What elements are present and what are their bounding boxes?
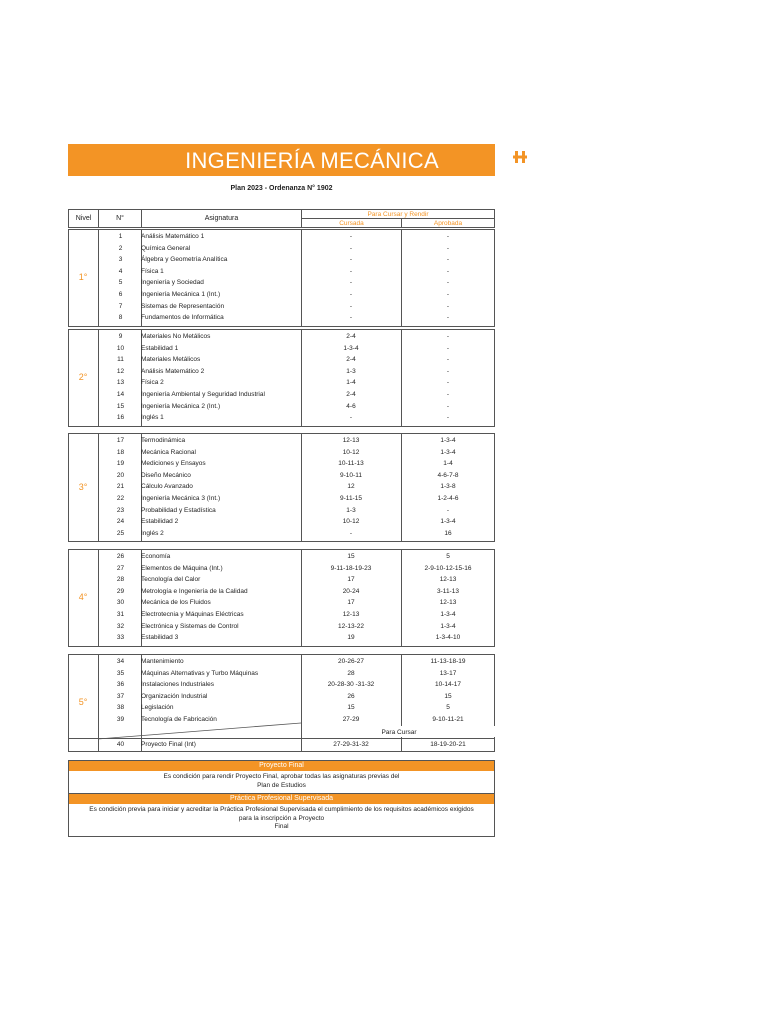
level-block	[68, 549, 495, 647]
aprobada-value: 1-3-4	[440, 518, 456, 526]
row-number: 8	[118, 314, 123, 322]
table-row	[98, 505, 495, 517]
col-aprobada: Aprobada	[401, 218, 495, 228]
cursada-value: -	[349, 267, 353, 275]
col-group: Para Cursar y Rendir	[367, 211, 429, 218]
table-row	[98, 702, 495, 714]
aprobada-value: -	[446, 314, 450, 322]
subject-name: Materiales Metálicos	[141, 356, 201, 364]
subject-name: Ingeniería Mecánica 1 (Int.)	[141, 291, 221, 298]
row-number: 34	[116, 658, 125, 665]
aprobada-value: 1-3-8	[440, 483, 456, 491]
aprobada-value: -	[446, 391, 450, 398]
subject-name: Mecánica de los Fluidos	[141, 599, 211, 607]
aprobada-value: 15	[444, 692, 452, 700]
cursada-value: 9-11-18-19-23	[330, 564, 372, 572]
subject-name: Ingeniería Mecánica 3 (Int.)	[141, 495, 221, 502]
aprobada-value: 5	[446, 553, 450, 560]
subject-name: Máquinas Alternativas y Turbo Máquinas	[141, 669, 259, 677]
aprobada-value: 9-10-11-21	[432, 716, 464, 723]
row-number: 18	[116, 448, 125, 456]
aprobada-value: 1-3-4	[440, 622, 456, 630]
table-row	[98, 343, 495, 355]
subject-name: Ingeniería y Sociedad	[141, 279, 204, 287]
aprobada-value: -	[446, 302, 450, 310]
cursada-value: 12-13	[342, 437, 360, 444]
cursada-value: -	[349, 244, 353, 252]
aprobada-value: 13-17	[439, 669, 457, 677]
table-row	[98, 632, 495, 644]
row-number: 17	[116, 437, 125, 444]
subject-name: Sistemas de Representación	[141, 302, 225, 310]
diagonal-line	[98, 722, 302, 740]
cursada-value: 9-10-11	[340, 471, 362, 479]
aprobada-value: -	[446, 256, 450, 264]
cursada-value: 2-4	[346, 391, 356, 398]
subject-name: Química General	[141, 244, 191, 252]
level-block	[68, 329, 495, 427]
aprobada-value: 5	[446, 704, 450, 712]
note-line: Es condición para rendir Proyecto Final, aprobar todas las asignaturas previas del	[163, 773, 400, 780]
cursada-value: 26	[347, 692, 355, 700]
subject-name: Ingeniería Ambiental y Seguridad Industrial	[141, 391, 265, 398]
cursada-value: -	[349, 291, 353, 298]
table-row	[98, 266, 495, 278]
row-number: 13	[116, 379, 125, 387]
row-number: 20	[116, 471, 125, 479]
row-number: 31	[116, 611, 125, 618]
aprobada-value: 1-3-4	[440, 448, 456, 456]
aprobada-value: -	[446, 233, 450, 240]
aprobada-value: 1-4	[443, 460, 453, 468]
row-number: 3	[118, 256, 123, 264]
cursada-value: 10-12	[342, 448, 360, 456]
cursada-value: 15	[347, 704, 355, 712]
subject-name: Cálculo Avanzado	[141, 483, 193, 491]
level-label: 5°	[78, 697, 88, 707]
row-number: 32	[116, 622, 125, 630]
level-label: 4°	[78, 592, 88, 602]
table-row	[98, 563, 495, 575]
subject-name: Estabilidad 1	[141, 344, 179, 352]
col-cursada: Cursada	[301, 218, 402, 228]
subject-name: Fundamentos de Informática	[141, 314, 224, 322]
subject-name: Diseño Mecánico	[141, 471, 191, 479]
cursada-value: 20-24	[342, 587, 360, 595]
table-row	[98, 354, 495, 366]
col-asignatura: Asignatura	[141, 209, 302, 228]
aprobada-value: -	[446, 402, 450, 410]
row-number: 23	[116, 506, 125, 514]
subject-name: Electrónica y Sistemas de Control	[141, 622, 239, 630]
table-row	[98, 231, 495, 243]
utn-logo-icon	[511, 148, 529, 172]
table-row	[98, 301, 495, 313]
cursada-value: 20-28-30 -31-32	[327, 681, 375, 689]
aprobada-value: 12-13	[439, 576, 457, 584]
aprobada-value: -	[446, 291, 450, 298]
row-number: 39	[116, 716, 125, 723]
table-row	[98, 574, 495, 586]
aprobada-value: -	[446, 367, 450, 375]
aprobada-value: -	[446, 267, 450, 275]
row-number: 29	[116, 587, 125, 595]
subject-name: Inglés 1	[141, 414, 164, 422]
subject-name: Física 1	[141, 267, 164, 275]
title-banner	[68, 144, 525, 176]
subject-name: Metrología e Ingeniería de la Calidad	[141, 587, 248, 595]
plan-subtitle: Plan 2023 - Ordenanza N° 1902	[230, 185, 333, 192]
subject-name: Física 2	[141, 379, 164, 387]
cursada-value: 27-29-31-32	[333, 741, 369, 749]
table-row	[98, 597, 495, 609]
table-row	[98, 621, 495, 633]
subject-name: Tecnología de Fabricación	[141, 716, 217, 723]
row-number: 4	[118, 267, 123, 275]
logo-text: UTN	[515, 167, 525, 172]
note-line: para la inscripción a Proyecto	[238, 814, 325, 822]
table-row	[98, 289, 495, 301]
cursada-value: -	[349, 414, 353, 422]
row-number: 16	[116, 414, 125, 422]
cursada-value: 12-13-22	[337, 622, 365, 630]
level-block	[68, 654, 495, 752]
subject-name: Economía	[141, 553, 171, 560]
row-number: 40	[116, 741, 125, 749]
aprobada-value: 1-3-4	[440, 437, 456, 444]
level-label: 1°	[78, 272, 88, 282]
cursada-value: 1-4	[346, 379, 356, 387]
table-row	[98, 447, 495, 459]
subject-name: Estabilidad 3	[141, 634, 179, 642]
row-number: 27	[116, 564, 125, 572]
cursada-value: 1-3-4	[343, 344, 359, 352]
col-nivel: Nivel	[68, 209, 99, 228]
row-number: 9	[118, 333, 123, 340]
row-number: 5	[118, 279, 123, 287]
cursada-value: -	[349, 314, 353, 322]
level-block	[68, 229, 495, 327]
aprobada-value: 16	[444, 529, 452, 537]
row-number: 15	[116, 402, 125, 410]
aprobada-value: 1-3-4	[440, 611, 456, 618]
aprobada-value: -	[446, 414, 450, 422]
table-row	[98, 493, 495, 505]
table-row	[98, 679, 495, 691]
cursada-value: -	[349, 256, 353, 264]
table-row	[98, 254, 495, 266]
aprobada-value: -	[446, 506, 450, 514]
table-row	[98, 277, 495, 289]
table-row	[98, 470, 495, 482]
row-number: 10	[116, 344, 125, 352]
row-number: 30	[116, 599, 125, 607]
aprobada-value: 10-14-17	[434, 681, 462, 689]
aprobada-value: -	[446, 379, 450, 387]
table-row	[98, 458, 495, 470]
cursada-value: 1-3	[346, 367, 356, 375]
table-row	[98, 377, 495, 389]
row-number: 26	[116, 553, 125, 560]
cursada-value: -	[349, 279, 353, 287]
col-num: N°	[98, 209, 142, 228]
subject-name: Materiales No Metálicos	[141, 333, 211, 340]
row-number: 36	[116, 681, 125, 689]
table-row	[98, 412, 495, 424]
table-row	[98, 586, 495, 598]
row-number: 14	[116, 391, 125, 398]
cursada-value: 2-4	[346, 356, 356, 364]
row-number: 24	[116, 518, 125, 526]
table-row	[98, 516, 495, 528]
note-line: Es condición previa para iniciar y acreditar la Práctica Profesional Supervisada el cumplimiento de los requisitos académicos exigidos	[89, 806, 474, 813]
level-label: 3°	[78, 481, 88, 492]
cursada-value: 4-6	[346, 402, 356, 410]
table-row	[98, 331, 495, 343]
cursada-value: 10-12	[342, 518, 360, 526]
subject-name: Probabilidad y Estadística	[141, 506, 216, 514]
row-number: 35	[116, 669, 125, 677]
row-number: 1	[118, 233, 123, 240]
table-row	[98, 609, 495, 621]
row-number: 22	[116, 495, 125, 502]
aprobada-value: 2-9-10-12-15-16	[424, 564, 472, 572]
aprobada-value: -	[446, 344, 450, 352]
subject-name: Electrotecnia y Máquinas Eléctricas	[141, 611, 244, 618]
cursada-value: -	[349, 233, 353, 240]
level-block	[68, 433, 495, 542]
row-number: 38	[116, 704, 125, 712]
subject-name: Legislación	[141, 704, 174, 712]
subject-name: Análisis Matemático 2	[141, 367, 205, 375]
cursada-value: 17	[347, 599, 355, 607]
table-row	[98, 401, 495, 413]
subject-name: Álgebra y Geometría Analítica	[141, 256, 228, 264]
note-line: Plan de Estudios	[257, 781, 306, 789]
cursada-value: 1-3	[346, 506, 356, 514]
subject-name: Mantenimiento	[141, 658, 184, 665]
table-row	[98, 389, 495, 401]
subject-name: Proyecto Final (Int)	[141, 741, 196, 749]
cursada-value: 28	[347, 669, 355, 677]
cursada-value: -	[349, 529, 353, 537]
pps-note	[68, 793, 495, 837]
aprobada-value: 18-19-20-21	[430, 741, 466, 749]
row-number: 6	[118, 291, 123, 298]
subject-name: Inglés 2	[141, 529, 164, 537]
table-row	[98, 435, 495, 447]
table-row	[98, 739, 495, 751]
subject-name: Elementos de Máquina (Int.)	[141, 564, 223, 572]
aprobada-value: -	[446, 356, 450, 364]
row-number: 28	[116, 576, 125, 584]
row-number: 7	[118, 302, 123, 310]
subject-name: Mecánica Racional	[141, 448, 196, 456]
table-row	[98, 551, 495, 563]
table-row	[98, 656, 495, 668]
aprobada-value: -	[446, 244, 450, 252]
subject-name: Tecnología del Calor	[141, 576, 201, 584]
subject-name: Organización Industrial	[141, 692, 208, 700]
cursada-value: 10-11-13	[338, 460, 364, 468]
subject-name: Termodinámica	[141, 437, 186, 444]
table-row	[98, 481, 495, 493]
table-row	[98, 243, 495, 255]
page-title: INGENIERÍA MECÁNICA	[185, 148, 439, 173]
row-number: 11	[117, 356, 124, 364]
row-number: 21	[116, 483, 125, 491]
level-label: 2°	[78, 372, 88, 382]
subject-name: Análisis Matemático 1	[141, 233, 205, 240]
note-title: Proyecto Final	[69, 761, 494, 771]
table-row	[98, 528, 495, 540]
row-number: 12	[116, 367, 125, 375]
aprobada-value: 1-3-4-10	[435, 634, 461, 642]
row-number: 2	[118, 244, 123, 252]
aprobada-value: 3-11-13	[437, 587, 459, 595]
table-row	[98, 366, 495, 378]
aprobada-value: 4-6-7-8	[437, 471, 459, 479]
cursada-value: 17	[347, 576, 355, 584]
note-line: Final	[274, 823, 289, 830]
para-cursar-label: Para Cursar	[301, 726, 496, 738]
cursada-value: 15	[347, 553, 355, 560]
note-title: Práctica Profesional Supervisada	[69, 794, 494, 804]
aprobada-value: -	[446, 279, 450, 287]
subject-name: Ingeniería Mecánica 2 (Int.)	[141, 402, 221, 410]
subject-name: Mediciones y Ensayos	[141, 460, 206, 468]
aprobada-value: 11-13-18-19	[430, 658, 466, 665]
row-number: 37	[116, 692, 125, 700]
row-number: 25	[116, 529, 125, 537]
row-number: 33	[116, 634, 125, 642]
cursada-value: 2-4	[346, 333, 356, 340]
cursada-value: 27-29	[342, 716, 360, 723]
table-row	[98, 312, 495, 324]
aprobada-value: 12-13	[439, 599, 457, 607]
cursada-value: 19	[347, 634, 355, 642]
table-row	[98, 691, 495, 703]
subject-name: Instalaciones Industriales	[141, 681, 214, 689]
cursada-value: 12	[347, 483, 355, 491]
subject-name: Estabilidad 2	[141, 518, 179, 526]
cursada-value: 9-11-15	[340, 495, 362, 502]
table-row	[98, 668, 495, 680]
cursada-value: 12-13	[342, 611, 360, 618]
aprobada-value: -	[446, 333, 450, 340]
row-number: 19	[116, 460, 125, 468]
table-header	[68, 209, 495, 228]
aprobada-value: 1-2-4-6	[437, 495, 459, 502]
cursada-value: 20-26-27	[337, 658, 365, 665]
cursada-value: -	[349, 302, 353, 310]
